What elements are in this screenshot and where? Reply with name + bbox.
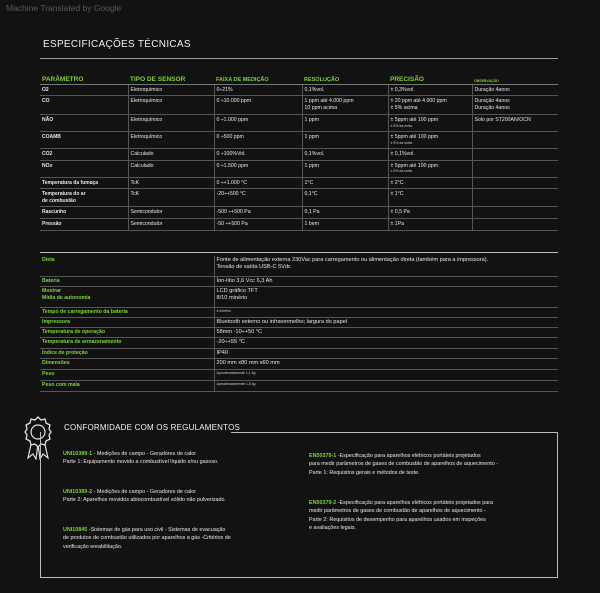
- precision-cell-text: ± 0,1%vol.: [390, 150, 415, 157]
- table-row: [40, 219, 558, 231]
- param-cell: [40, 148, 128, 160]
- note-cell: [472, 177, 558, 189]
- spec-key: Índice de proteção: [40, 348, 214, 358]
- param-cell-text: Pressão: [42, 221, 62, 227]
- param-cell-text: CO2: [42, 150, 53, 157]
- regulation-item: [63, 526, 231, 551]
- regulation-text: -Especificação para aparelhos elétricos portáteis projetados para medir parâmetros de gases de combustão de aparelhos de aquecimento - Parte 2: Requisitos de desempenho para aparelhos usados em inspeções e avaliações legais.: [309, 500, 493, 532]
- page-title: ESPECIFICAÇÕES TÉCNICAS: [43, 39, 191, 50]
- spec-key: Temperatura de operação: [40, 328, 214, 338]
- regulation-text: -Sistemas de gás para uso civil - Sistemas de evacuação de produtos de combustão utilizados por aparelhos a gás -Critérios de verificação ereabilitação.: [63, 527, 231, 550]
- table-row: [40, 358, 558, 369]
- sensor-cell-text: Eletroquímico: [130, 98, 163, 105]
- precision-cell-text: ± 1Pa: [390, 221, 405, 227]
- regulation-item: [63, 488, 226, 505]
- range-cell: [214, 177, 302, 189]
- resolution-cell-text: 0,1%vol.: [304, 86, 325, 93]
- regulation-item: [309, 499, 493, 533]
- table-row: [40, 317, 558, 327]
- param-cell: [40, 160, 128, 177]
- sensor-cell: [128, 207, 214, 219]
- range-cell: [214, 96, 302, 115]
- sensor-cell-text: TcK: [130, 179, 140, 186]
- range-cell: [214, 219, 302, 231]
- resolution-cell-text: 1 bem: [304, 221, 319, 227]
- range-cell: [214, 84, 302, 96]
- sensor-cell-text: Semicondutor: [130, 221, 163, 227]
- sensor-cell: [128, 114, 214, 131]
- sensor-cell: [128, 131, 214, 148]
- spec-key: Bateria: [40, 276, 214, 286]
- range-cell: [214, 160, 302, 177]
- resolution-cell-text: 1 ppm: [304, 162, 319, 169]
- range-cell: [214, 131, 302, 148]
- precision-cell: [388, 84, 472, 96]
- resolution-cell: [302, 177, 388, 189]
- spec-key: Impressora: [40, 317, 214, 327]
- table-row: [40, 207, 558, 219]
- note-cell-text: Solo por ST200AN/OCN: [474, 116, 531, 123]
- regulation-text: - Medições de campo - Geradores de calor Parte 2: Aparelhos movidos abiocombustível sólido não pulverizado.: [63, 489, 227, 504]
- header-resolution: RESOLUÇÃO: [302, 72, 388, 84]
- resolution-cell-text: 0,1 Pa: [304, 209, 320, 216]
- param-cell: [40, 131, 128, 148]
- precision-cell: [388, 131, 472, 148]
- sensor-cell: [128, 177, 214, 189]
- resolution-cell: [302, 131, 388, 148]
- range-cell: [214, 207, 302, 219]
- param-cell-text: Temperatura da fumaça: [42, 179, 99, 186]
- resolution-cell: [302, 207, 388, 219]
- sensor-cell-text: Eletroquímico: [130, 116, 163, 123]
- precision-cell-text: ± 5ppm até 100 ppm: [390, 116, 439, 123]
- param-cell-text: NOx: [42, 162, 53, 169]
- resolution-cell-text: 0,1%vol.: [304, 150, 325, 157]
- resolution-cell: [302, 160, 388, 177]
- precision-cell-text: ± 0,3%vol.: [390, 86, 415, 93]
- note-cell-text: Duração 4anos: [474, 86, 510, 93]
- param-cell: [40, 96, 128, 115]
- spec-key: Mostrar Mídia de autonomia: [40, 286, 214, 307]
- range-cell-text: -500 ÷+500 Pa: [216, 209, 251, 216]
- resolution-cell-text: 0,1°C: [304, 191, 318, 198]
- precision-cell-text: ± 5ppm até 100 ppm: [390, 162, 439, 169]
- sensor-cell: [128, 148, 214, 160]
- note-cell: [472, 160, 558, 177]
- range-cell-text: 0 ÷+1.000 °C: [216, 179, 247, 186]
- precision-subnote: ± 5% da meta: [390, 123, 413, 128]
- note-cell: [472, 84, 558, 96]
- sensor-cell-text: Calculado: [130, 150, 154, 157]
- spec-key: Peso com mala: [40, 380, 214, 391]
- range-cell-text: -20÷+500 °C: [216, 191, 246, 198]
- note-cell: [472, 96, 558, 115]
- regulation-code: UNI10389-1: [63, 451, 93, 457]
- precision-cell: [388, 177, 472, 189]
- resolution-cell-text: 1 ppm: [304, 133, 319, 140]
- range-cell: [214, 114, 302, 131]
- note-cell: [472, 219, 558, 231]
- precision-cell: [388, 160, 472, 177]
- spec-value: Aproximadamente 1,5 kg: [214, 380, 558, 391]
- table-row: [40, 177, 558, 189]
- regulation-text: -Especificação para aparelhos elétricos portáteis projetados para medir parâmetros de gases de combustão de aparelhos de aquecimento - Parte 1: Requisitos gerais e métodos de teste.: [309, 453, 499, 476]
- spec-value: -20÷+55 °C: [214, 338, 558, 348]
- table-row: [40, 328, 558, 338]
- conformity-title: CONFORMIDADE COM OS REGULAMENTOS: [64, 423, 241, 432]
- table-row: [40, 286, 558, 307]
- sensor-spec-table: [40, 72, 558, 231]
- header-precision: PRECISÃO: [388, 72, 472, 84]
- resolution-cell: [302, 219, 388, 231]
- precision-subnote: ± 5% da meta: [390, 140, 413, 145]
- table-row: [40, 307, 558, 317]
- regulation-item: [309, 452, 498, 477]
- param-cell: [40, 189, 128, 207]
- range-cell: [214, 148, 302, 160]
- sensor-cell-text: TcK: [130, 191, 140, 198]
- header-range: FAIXA DE MEDIÇÃO: [214, 72, 302, 84]
- table-row: [40, 84, 558, 96]
- param-cell: [40, 84, 128, 96]
- sensor-cell: [128, 160, 214, 177]
- precision-cell-text: ± 5ppm até 100 ppm: [390, 133, 439, 140]
- param-cell: [40, 177, 128, 189]
- sensor-cell-text: Eletroquímico: [130, 86, 163, 93]
- table-row: [40, 148, 558, 160]
- precision-cell: [388, 219, 472, 231]
- spec-value: Fonte de alimentação externa 230Vac para carregamento ou alimentação direta (também para a impressora). Tensão de saída USB-C 5Vdc: [214, 256, 558, 276]
- table-header-row: [40, 72, 558, 84]
- regulation-item: [63, 450, 219, 467]
- spec-value: Bluetooth externo ou infravermelho; largura do papel: [214, 317, 558, 327]
- regulation-text: - Medições de campo - Geradores de calor Parte 1: Equipamento movido a combustível líquido e/ou gasoso.: [63, 451, 219, 466]
- param-cell-text: COAMB: [42, 133, 61, 140]
- header-param: PARÂMETRO: [40, 72, 128, 84]
- note-cell: [472, 189, 558, 207]
- regulation-code: UNI10389-2: [63, 489, 93, 495]
- title-divider: [40, 58, 558, 59]
- regulation-code: EN50379-2: [309, 500, 337, 506]
- range-cell-text: -50 ÷+500 Pa: [216, 221, 248, 227]
- param-cell-text: CO: [42, 98, 50, 105]
- param-cell-text: O2: [42, 86, 49, 93]
- sensor-cell-text: Semicondutor: [130, 209, 163, 216]
- range-cell-text: 0 ÷10.000 ppm: [216, 98, 252, 105]
- precision-cell: [388, 114, 472, 131]
- param-cell: [40, 207, 128, 219]
- resolution-cell: [302, 148, 388, 160]
- sensor-cell: [128, 189, 214, 207]
- table-row: [40, 369, 558, 380]
- precision-cell-text: ± 1°C: [390, 191, 404, 198]
- spec-value: 200 mm x80 mm x60 mm: [214, 358, 558, 369]
- range-cell-text: 0 ÷1.000 ppm: [216, 116, 249, 123]
- section-divider: [40, 252, 558, 253]
- range-cell-text: 0 ÷1.500 ppm: [216, 162, 249, 169]
- conformity-box-top-line: [231, 432, 558, 433]
- spec-value: IP40: [214, 348, 558, 358]
- resolution-cell-text: 1 ppm: [304, 116, 319, 123]
- spec-key: Peso: [40, 369, 214, 380]
- spec-key: Temperatura de armazenamento: [40, 338, 214, 348]
- resolution-cell: [302, 189, 388, 207]
- range-cell: [214, 189, 302, 207]
- precision-cell-text: ± 0,5 Pa: [390, 209, 410, 216]
- note-cell: [472, 207, 558, 219]
- note-cell: [472, 131, 558, 148]
- spec-key: Dieta: [40, 256, 214, 276]
- precision-cell: [388, 96, 472, 115]
- table-row: [40, 189, 558, 207]
- sensor-cell-text: Eletroquímico: [130, 133, 163, 140]
- precision-cell: [388, 189, 472, 207]
- param-cell-text: Rascunho: [42, 209, 67, 216]
- spec-key: Dimensões: [40, 358, 214, 369]
- general-spec-table: [40, 256, 558, 392]
- spec-value: LCD gráfico TFT 8/10 minério: [214, 286, 558, 307]
- range-cell-text: 0 ÷100%Vol.: [216, 150, 246, 157]
- table-row: [40, 114, 558, 131]
- note-cell-text: Duração 4anos Duração 4anos: [474, 98, 510, 111]
- table-row: [40, 276, 558, 286]
- spec-value: 4 minério: [214, 307, 558, 317]
- sensor-cell: [128, 84, 214, 96]
- table-row: [40, 256, 558, 276]
- note-cell: [472, 148, 558, 160]
- precision-cell: [388, 148, 472, 160]
- header-note: OBSERVAÇÃO: [472, 72, 558, 84]
- param-cell-text: NÃO: [42, 116, 54, 123]
- regulation-code: EN50379-1: [309, 453, 337, 459]
- resolution-cell: [302, 96, 388, 115]
- resolution-cell-text: 1°C: [304, 179, 314, 186]
- param-cell-text: Temperatura do ar de combustão: [42, 191, 86, 204]
- spec-value: 58mm -10÷+50 °C: [214, 328, 558, 338]
- sensor-cell-text: Calculado: [130, 162, 154, 169]
- precision-subnote: ± 5% da meta: [390, 169, 413, 174]
- resolution-cell-text: 1 ppm até 4.000 ppm 10 ppm acima: [304, 98, 354, 111]
- spec-value: Íon-lítio 3,6 Vcc 6,3 Ah: [214, 276, 558, 286]
- param-cell: [40, 114, 128, 131]
- header-sensor: TIPO DE SENSOR: [128, 72, 214, 84]
- sensor-cell: [128, 96, 214, 115]
- table-row: [40, 348, 558, 358]
- table-row: [40, 160, 558, 177]
- table-row: [40, 131, 558, 148]
- watermark-text: Machine Translated by Google: [6, 3, 122, 13]
- spec-value: Aproximadamente 1,1 kg: [214, 369, 558, 380]
- range-cell-text: 0 ÷500 ppm: [216, 133, 244, 140]
- note-cell: [472, 114, 558, 131]
- spec-key: Tempo de carregamento da bateria: [40, 307, 214, 317]
- sensor-cell: [128, 219, 214, 231]
- table-row: [40, 380, 558, 391]
- regulation-code: UNI10845: [63, 527, 88, 533]
- precision-cell-text: ± 2°C: [390, 179, 404, 186]
- resolution-cell: [302, 114, 388, 131]
- resolution-cell: [302, 84, 388, 96]
- range-cell-text: 0÷21%: [216, 86, 233, 93]
- precision-cell-text: ± 20 ppm até 4.000 ppm ± 5% acima: [390, 98, 447, 111]
- table-row: [40, 96, 558, 115]
- param-cell: [40, 219, 128, 231]
- table-row: [40, 338, 558, 348]
- precision-cell: [388, 207, 472, 219]
